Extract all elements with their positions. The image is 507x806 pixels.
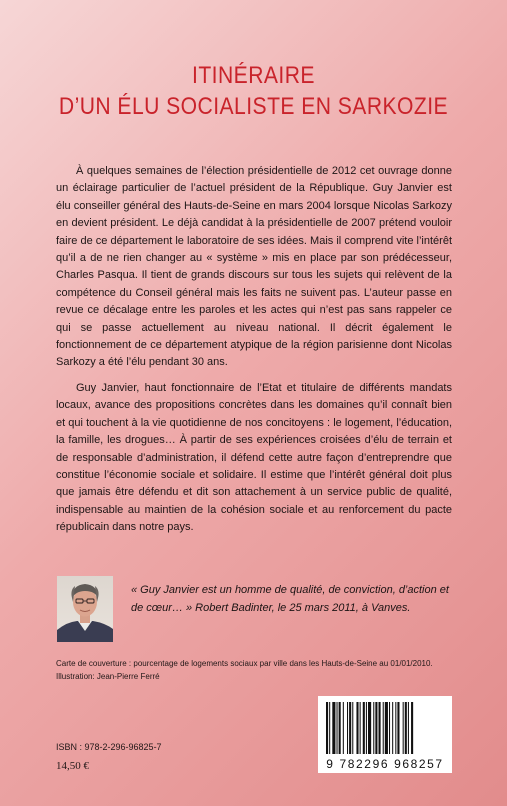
barcode-number: 9 782296 968257 — [326, 757, 444, 771]
author-portrait-image — [57, 576, 113, 642]
isbn-text: ISBN : 978-2-296-96825-7 — [56, 742, 162, 752]
book-title — [30, 60, 476, 122]
cover-credit: Carte de couverture : pourcentage de logements sociaux par ville dans les Hauts-de-Seine au 01/01/2010. — [56, 659, 433, 668]
book-title-line1: ITINÉRAIRE — [192, 62, 315, 89]
summary-paragraph-1 — [56, 163, 452, 372]
testimonial-quote: « Guy Janvier est un homme de qualité, de conviction, d’action et de cœur… » Robert Badinter, le 25 mars 2011, à Vanves. — [131, 584, 449, 614]
author-photo — [57, 576, 113, 642]
price-text: 14,50 € — [56, 760, 89, 772]
summary-text-2: Guy Janvier, haut fonctionnaire de l’Etat et titulaire de différents mandats locaux, avance des propositions concrètes dans les domaines qu’il connaît bien et qui touchent à la vie quotidienne de nos concitoyens : le logement, l’éducation, la famille, les drogues… À partir de ses expériences croisées d’élu de terrain et de responsable d’administration, il défend cette autre façon d’entreprendre que constitue l’économie sociale et solidaire. Il estime que l’intérêt général doit plus que jamais être défendu et dit son attachement à un service public de qualité, indispensable au maintien de la cohésion sociale et au renforcement du pacte républicain dans notre pays. — [56, 382, 452, 534]
book-title-line2: D’UN ÉLU SOCIALISTE EN SARKOZIE — [58, 93, 449, 120]
summary-paragraph-2 — [56, 380, 452, 537]
credits — [56, 657, 476, 683]
summary-text-1: À quelques semaines de l’élection présidentielle de 2012 cet ouvrage donne un éclairage particulier de l’actuel président de la République. Guy Janvier est élu conseiller général des Hauts-de-Seine en mars 2004 lorsque Nicolas Sarkozy en devient président. Le déjà candidat à la présidentielle de 2007 prétend vouloir faire de ce département le laboratoire de ses idées. Mais il comprend vite l’intérêt qu’il a de ne rien changer au « système » mis en place par son prédécesseur, Charles Pasqua. Il tient de grands discours sur tous les sujets qui relèvent de la compétence du Conseil général mais les faits ne suivent pas. L’auteur passe en revue ce décalage entre les paroles et les actes qui n’est pas sans rappeler ce qui se passe actuellement au niveau national. Il décrit également le fonctionnement de ce département atypique de la région parisienne dont Nicolas Sarkozy a été l’élu pendant 30 ans. — [56, 165, 452, 369]
barcode — [318, 696, 452, 773]
barcode-bars — [318, 696, 452, 760]
illustration-credit: Illustration: Jean-Pierre Ferré — [56, 672, 160, 681]
